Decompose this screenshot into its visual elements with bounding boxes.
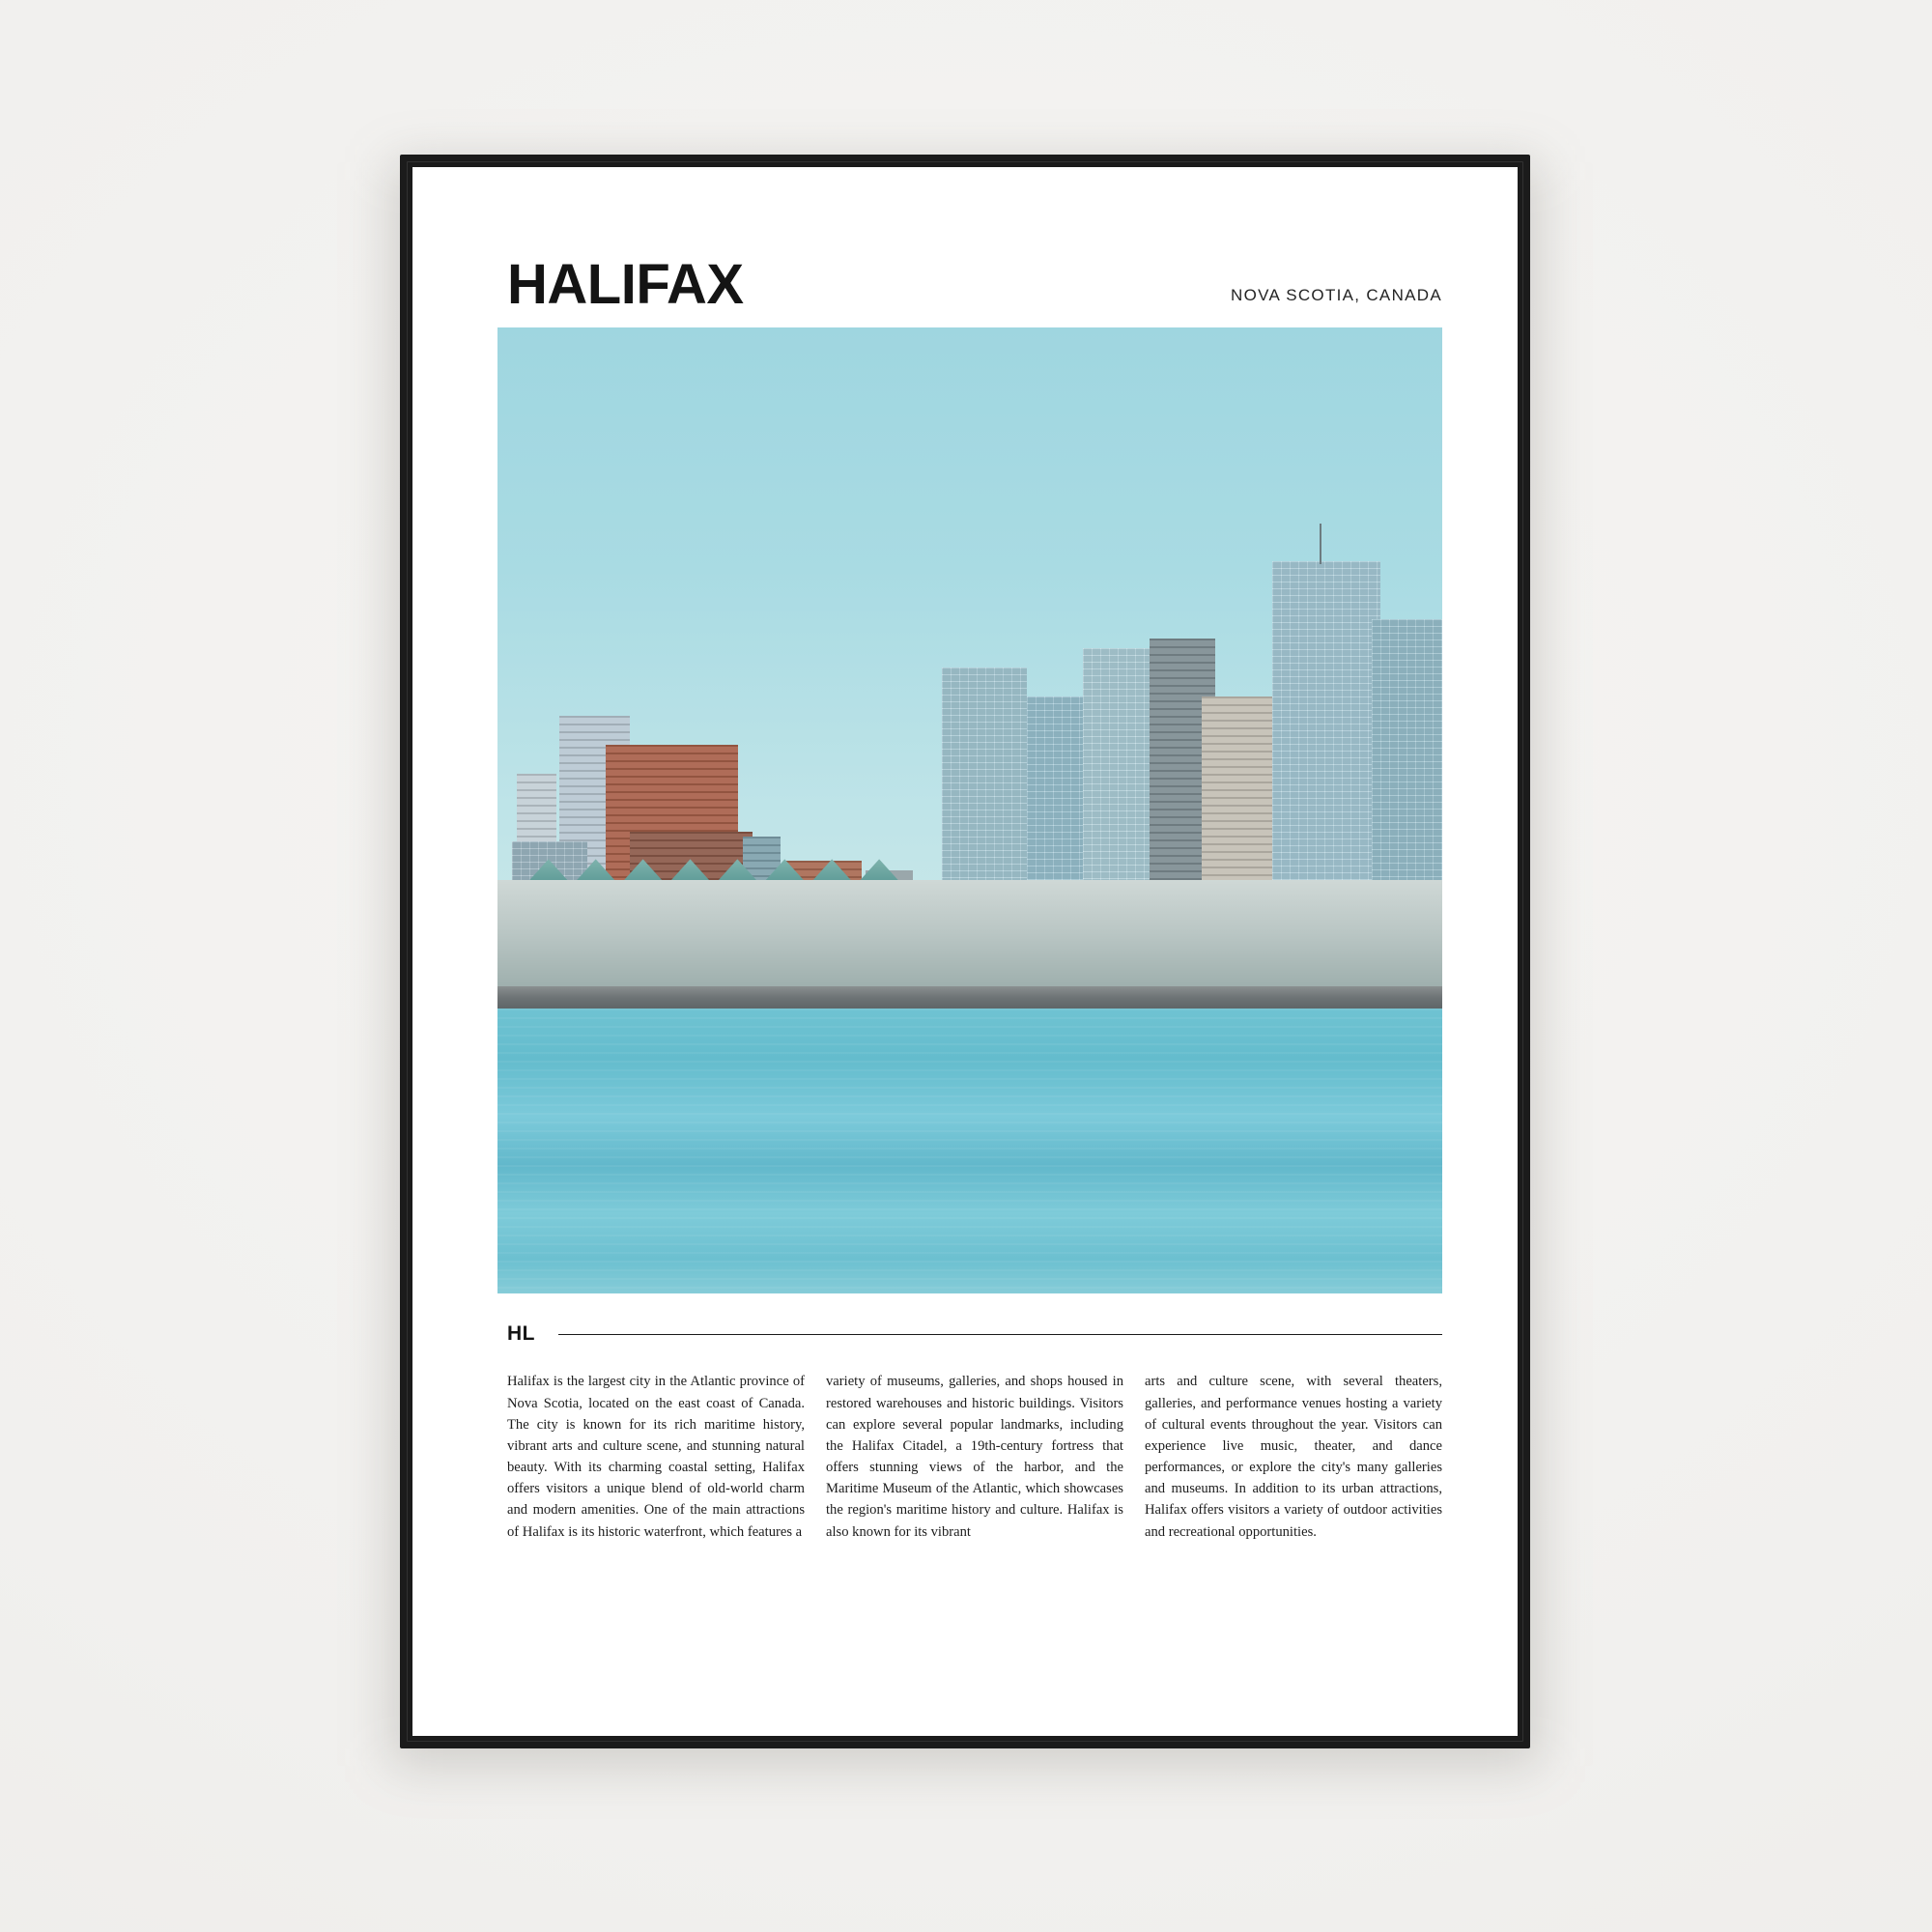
poster-header — [497, 253, 1442, 316]
body-column-1: Halifax is the largest city in the Atlantic province of Nova Scotia, located on the east coast of Canada. The city is known for its rich maritime history, vibrant arts and culture scene, and stunning natural beauty. With its charming coastal setting, Halifax offers visitors a unique blend of old-world charm and modern amenities. One of the main attractions of Halifax is its historic waterfront, which features a — [507, 1374, 805, 1540]
body-columns — [497, 1371, 1442, 1542]
page-title: HALIFAX — [507, 253, 744, 316]
picture-frame — [400, 155, 1530, 1748]
poster-photo — [497, 327, 1442, 1293]
harbor-water — [497, 1009, 1442, 1293]
poster-sheet — [412, 167, 1518, 1736]
monogram-row — [497, 1322, 1442, 1346]
horizontal-rule — [558, 1334, 1442, 1335]
body-column-3: arts and culture scene, with several theaters, galleries, and performance venues hosting a variety of cultural events throughout the year. Visitors can experience live music, theater, and dance performances, or explore the city's many galleries and museums. In addition to its urban attractions, Halifax offers visitors a variety of outdoor activities and recreational opportunities. — [1145, 1374, 1442, 1540]
poster-location-subtitle: NOVA SCOTIA, CANADA — [1231, 286, 1442, 305]
photo-scene — [497, 327, 1442, 1293]
antenna-icon — [1320, 524, 1321, 564]
waterfront-buildings — [497, 880, 1442, 986]
monogram-label: HL — [507, 1322, 535, 1346]
body-column-2: variety of museums, galleries, and shops housed in restored warehouses and historic buildings. Visitors can explore several popular landmarks, including the Halifax Citadel, a 19th-century fortress that offers stunning views of the harbor, and the Maritime Museum of the Atlantic, which showcases the region's maritime history and culture. Halifax is also known for its vibrant — [826, 1374, 1123, 1540]
